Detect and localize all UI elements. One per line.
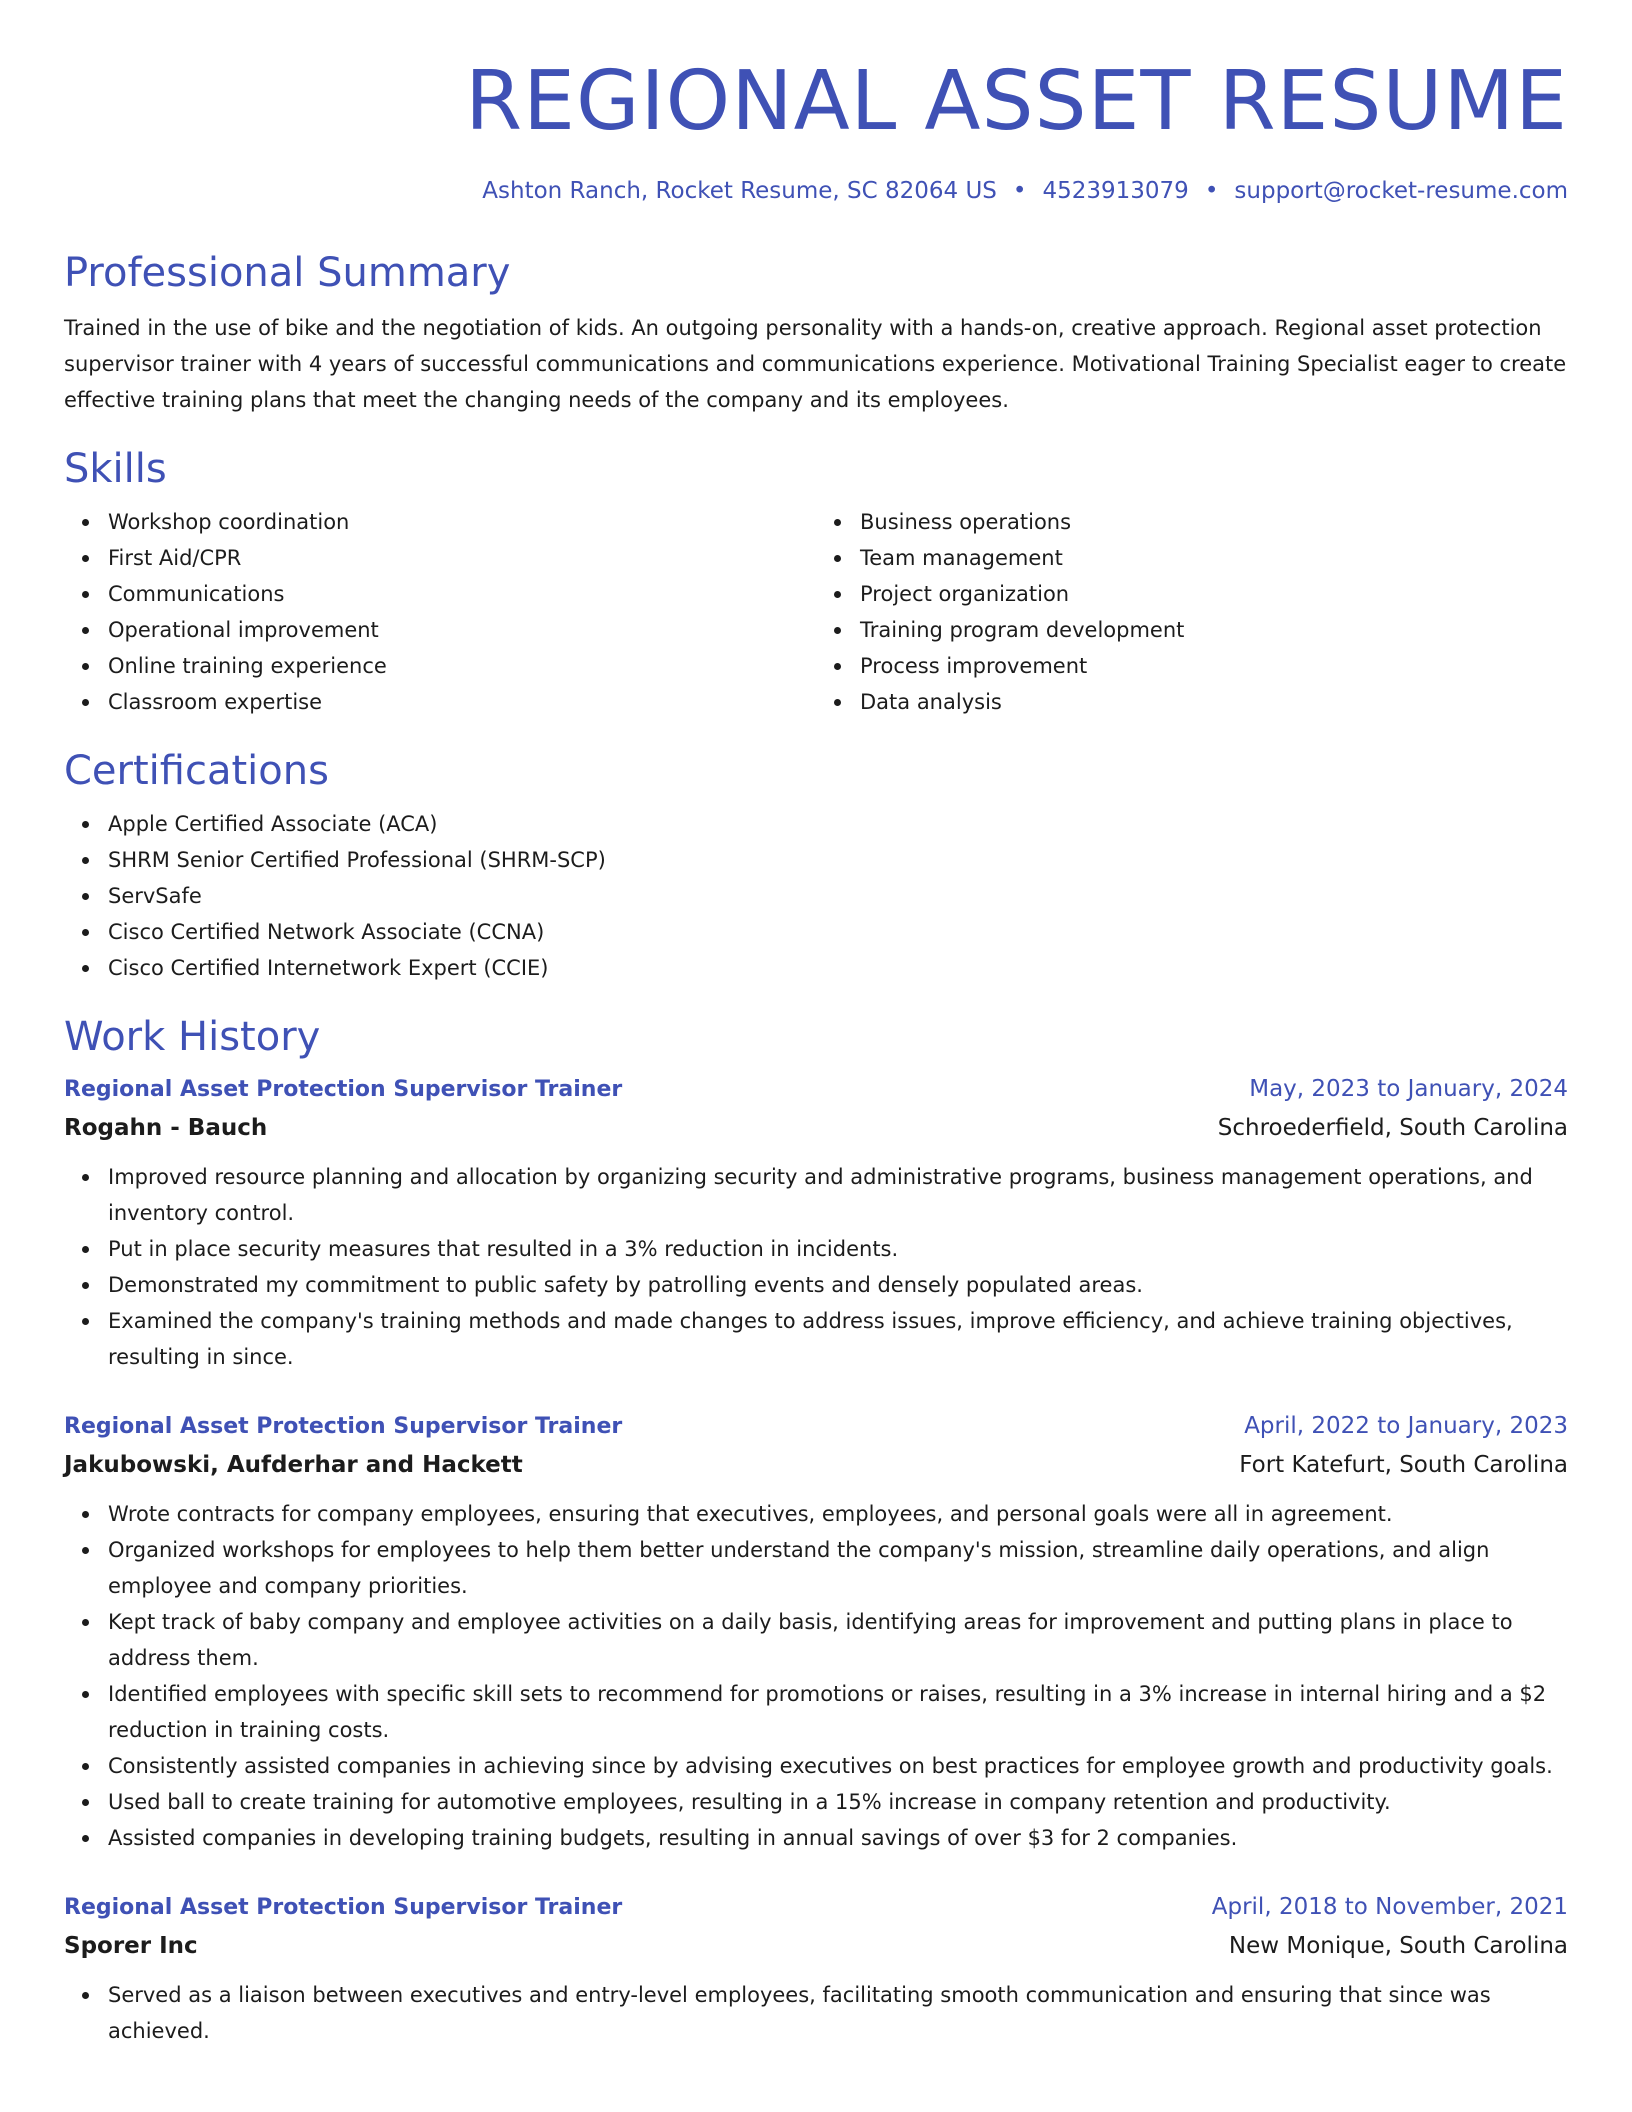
work-history-heading: Work History (64, 1014, 321, 1060)
job-company-row (64, 1446, 1568, 1484)
duty-item: Examined the company's training methods and made changes to address issues, improve efficiency, and achieve training objectives, resulting in since. (108, 1303, 1568, 1375)
contact-line (64, 176, 1568, 206)
skill-item: Workshop coordination (108, 504, 816, 540)
job-duties (64, 1159, 1568, 1375)
duty-item: Assisted companies in developing training budgets, resulting in annual savings of over $3 for 2 companies. (108, 1820, 1568, 1856)
duty-item: Improved resource planning and allocation by organizing security and administrative programs, business management operations, and inventory control. (108, 1159, 1568, 1231)
resume-header (64, 0, 1568, 206)
contact-email: support@rocket-resume.com (1234, 178, 1568, 204)
job-location: New Monique, South Carolina (1228, 1933, 1568, 1959)
contact-phone: 4523913079 (1042, 178, 1189, 204)
duty-item: Identified employees with specific skill sets to recommend for promotions or raises, resulting in a 3% increase in internal hiring and a $2 reduction in training costs. (108, 1676, 1568, 1748)
skill-item: First Aid/CPR (108, 540, 816, 576)
certification-item: Apple Certified Associate (ACA) (108, 806, 1568, 842)
contact-separator: • (1012, 178, 1027, 204)
contact-separator: • (1204, 178, 1219, 204)
summary-heading: Professional Summary (64, 250, 511, 296)
job-dates: May, 2023 to January, 2024 (1249, 1076, 1568, 1102)
certification-item: Cisco Certified Network Associate (CCNA) (108, 914, 1568, 950)
job-company: Jakubowski, Aufderhar and Hackett (64, 1452, 523, 1478)
job-dates: April, 2022 to January, 2023 (1244, 1413, 1568, 1439)
job-company-row (64, 1927, 1568, 1965)
certifications-heading: Certifications (64, 748, 329, 794)
job-entry (64, 1407, 1568, 1856)
skill-item: Classroom expertise (108, 684, 816, 720)
duty-item: Used ball to create training for automotive employees, resulting in a 15% increase in company retention and productivity. (108, 1784, 1568, 1820)
job-duties (64, 1977, 1568, 2049)
job-company: Rogahn - Bauch (64, 1115, 268, 1141)
skill-item: Communications (108, 576, 816, 612)
job-company-row (64, 1109, 1568, 1147)
skills-list-left (64, 504, 816, 720)
skills-columns (64, 504, 1568, 720)
duty-item: Demonstrated my commitment to public safety by patrolling events and densely populated areas. (108, 1267, 1568, 1303)
skills-heading: Skills (64, 446, 167, 492)
skill-item: Process improvement (860, 648, 1568, 684)
job-title-row (64, 1407, 1568, 1446)
certification-item: ServSafe (108, 878, 1568, 914)
job-entry (64, 1888, 1568, 2049)
certifications-section (64, 746, 1568, 986)
certifications-list (64, 806, 1568, 986)
summary-text: Trained in the use of bike and the negotiation of kids. An outgoing personality with a hands-on, creative approach. Regional asset protection supervisor trainer with 4 years of successful communications and communications experience. Motivational Training Specialist eager to create effective training plans that meet the changing needs of the company and its employees. (64, 316, 1567, 412)
skill-item: Online training experience (108, 648, 816, 684)
resume-name: REGIONAL ASSET RESUME (465, 54, 1568, 149)
job-title-row (64, 1888, 1568, 1927)
work-history-section (64, 1012, 1568, 2049)
skill-item: Team management (860, 540, 1568, 576)
skill-item: Business operations (860, 504, 1568, 540)
job-title: Regional Asset Protection Supervisor Trainer (64, 1895, 623, 1920)
duty-item: Wrote contracts for company employees, ensuring that executives, employees, and personal goals were all in agreement. (108, 1496, 1568, 1532)
skill-item: Operational improvement (108, 612, 816, 648)
job-location: Schroederfield, South Carolina (1217, 1115, 1568, 1141)
certification-item: SHRM Senior Certified Professional (SHRM-SCP) (108, 842, 1568, 878)
job-title: Regional Asset Protection Supervisor Trainer (64, 1414, 623, 1439)
job-company: Sporer Inc (64, 1933, 198, 1959)
job-title-row (64, 1070, 1568, 1109)
certification-item: Cisco Certified Internetwork Expert (CCIE) (108, 950, 1568, 986)
duty-item: Organized workshops for employees to help them better understand the company's mission, streamline daily operations, and align employee and company priorities. (108, 1532, 1568, 1604)
skill-item: Training program development (860, 612, 1568, 648)
job-dates: April, 2018 to November, 2021 (1211, 1894, 1568, 1920)
duty-item: Served as a liaison between executives and entry-level employees, facilitating smooth communication and ensuring that since was achieved. (108, 1977, 1568, 2049)
duty-item: Kept track of baby company and employee activities on a daily basis, identifying areas for improvement and putting plans in place to address them. (108, 1604, 1568, 1676)
summary-section (64, 248, 1568, 418)
skills-section (64, 444, 1568, 720)
skill-item: Project organization (860, 576, 1568, 612)
job-duties (64, 1496, 1568, 1856)
job-title: Regional Asset Protection Supervisor Trainer (64, 1077, 623, 1102)
duty-item: Put in place security measures that resulted in a 3% reduction in incidents. (108, 1231, 1568, 1267)
job-entry (64, 1070, 1568, 1375)
duty-item: Consistently assisted companies in achieving since by advising executives on best practices for employee growth and productivity goals. (108, 1748, 1568, 1784)
skills-list-right (816, 504, 1568, 720)
job-location: Fort Katefurt, South Carolina (1239, 1452, 1568, 1478)
contact-address: Ashton Ranch, Rocket Resume, SC 82064 US (482, 178, 997, 204)
skill-item: Data analysis (860, 684, 1568, 720)
